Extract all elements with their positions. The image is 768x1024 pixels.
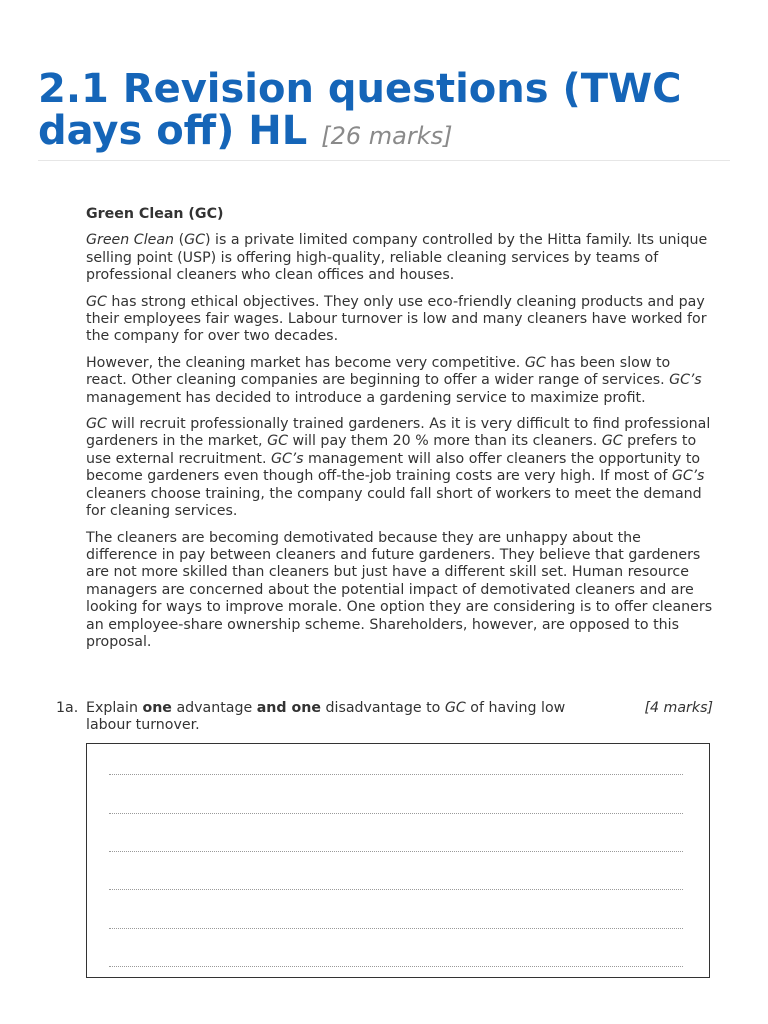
answer-line[interactable] bbox=[109, 851, 683, 852]
text-run: management has decided to introduce a gardening service to maximize profit. bbox=[86, 389, 646, 406]
text-run: disadvantage to bbox=[320, 700, 445, 716]
company-name: Green Clean bbox=[86, 232, 175, 249]
company-abbrev: GC bbox=[86, 416, 107, 433]
text-run: has been slow to react. Other cleaning companies are beginning to offer a wider range of services. bbox=[86, 354, 671, 389]
answer-line[interactable] bbox=[109, 928, 683, 929]
company-abbrev: GC’s bbox=[271, 450, 304, 467]
question-marks: [4 marks] bbox=[644, 700, 713, 716]
company-abbrev: GC bbox=[601, 433, 623, 450]
answer-line[interactable] bbox=[109, 966, 683, 967]
text-run: cleaners choose training, the company could fall short of workers to meet the demand for cleaning services. bbox=[86, 485, 702, 520]
text-run: has strong ethical objectives. They only use eco-friendly cleaning products and pay their employees fair wages. Labour turnover is low and many cleaners have worked for the company for over two decades. bbox=[86, 293, 707, 345]
company-abbrev: GC bbox=[444, 700, 466, 716]
case-paragraph-5: The cleaners are becoming demotivated because they are unhappy about the difference in pay between cleaners and future gardeners. They believe that gardeners are not more skilled than cleaners but just have a different skill set. Human resource managers are concerned about the potential impact of demotivated cleaners and are looking for ways to improve morale. One option they are considering is to offer cleaners an employee-share ownership scheme. Shareholders, however, are opposed to this proposal. bbox=[86, 529, 713, 650]
text-run: of having low labour turnover. bbox=[86, 700, 566, 734]
answer-line[interactable] bbox=[109, 889, 683, 890]
case-paragraph-4 bbox=[86, 416, 714, 520]
text-run: ( bbox=[174, 232, 185, 249]
case-paragraph-2 bbox=[86, 294, 714, 346]
answer-line[interactable] bbox=[109, 774, 683, 775]
company-abbrev: GC’s bbox=[671, 468, 705, 485]
text-run: ) is a private limited company controlled by the Hitta family. Its unique selling point (USP) is offering high-quality, reliable cleaning services by teams of professional cleaners who clean offices and houses. bbox=[86, 232, 708, 284]
answer-box[interactable] bbox=[86, 743, 710, 978]
company-abbrev: GC’s bbox=[669, 372, 702, 389]
text-run: However, the cleaning market has become very competitive. bbox=[86, 354, 525, 371]
header-divider bbox=[38, 160, 730, 161]
company-abbrev: GC bbox=[86, 293, 107, 310]
text-run: will pay them 20 % more than its cleaners. bbox=[287, 433, 602, 450]
question-text bbox=[86, 700, 606, 735]
case-study-title: Green Clean (GC) bbox=[86, 206, 224, 222]
case-paragraph-3 bbox=[86, 355, 714, 407]
case-study bbox=[86, 206, 714, 660]
company-abbrev: GC bbox=[267, 433, 288, 450]
question-number: 1a. bbox=[56, 700, 79, 716]
text-run: prefers to use external recruitment. bbox=[86, 433, 697, 467]
title-text: 2.1 Revision questions (TWC days off) HL bbox=[38, 66, 682, 154]
text-run: will recruit professionally trained gardeners. As it is very difficult to find professional gardeners in the market, bbox=[86, 416, 711, 450]
emphasis: one bbox=[142, 700, 172, 716]
company-abbrev: GC bbox=[524, 354, 546, 371]
page-title bbox=[38, 68, 738, 157]
case-paragraph-1 bbox=[86, 232, 714, 284]
title-marks: [26 marks] bbox=[321, 122, 453, 150]
text-run: Explain bbox=[86, 700, 143, 716]
text-run: advantage bbox=[171, 700, 257, 716]
company-abbrev: GC bbox=[184, 232, 206, 249]
emphasis: and one bbox=[256, 700, 321, 716]
answer-line[interactable] bbox=[109, 813, 683, 814]
text-run: management will also offer cleaners the opportunity to become gardeners even though off-the-job training costs are very high. If most of bbox=[86, 450, 701, 485]
